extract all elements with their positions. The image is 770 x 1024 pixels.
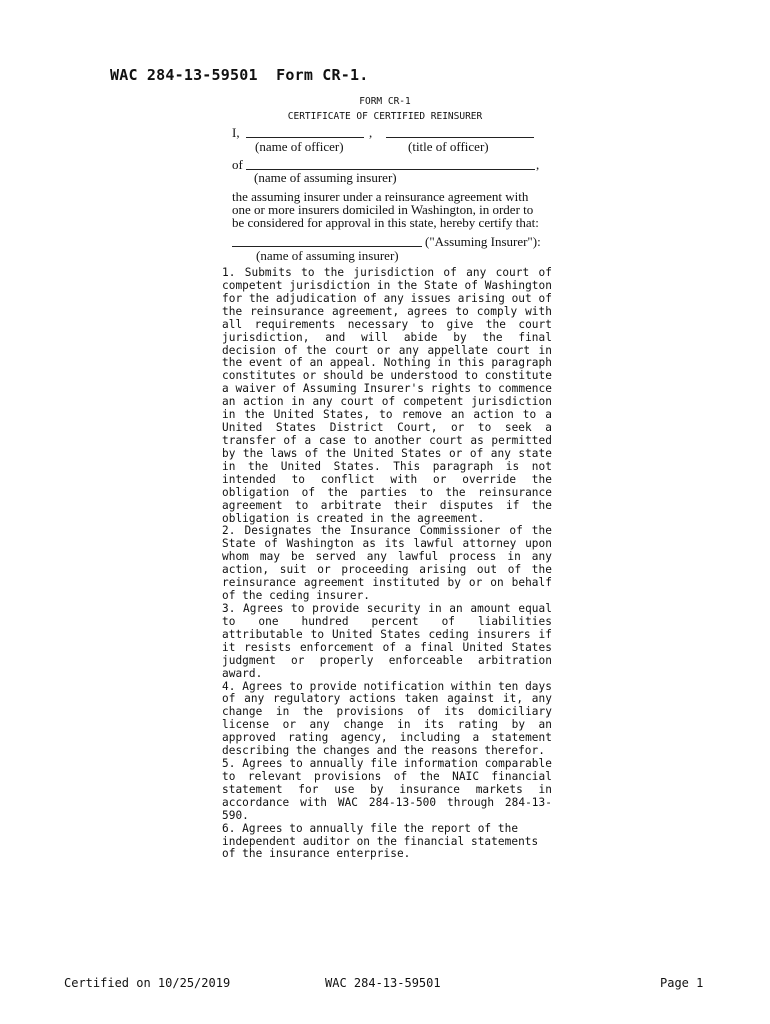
line-of-comma: , [536, 157, 540, 172]
clause-5: 5. Agrees to annually file information comparable to relevant provisions of the NAIC financial statement for use by insurance markets in accordance with WAC 284-13-500 through 284-13-590. [222, 757, 552, 822]
form-title: CERTIFICATE OF CERTIFIED REINSURER [287, 111, 483, 122]
label-name-of-officer: (name of officer) [255, 139, 344, 154]
intro-line-3: be considered for approval in this state, hereby certify that: [232, 215, 539, 230]
clause-6: 6. Agrees to annually file the report of the independent auditor on the financial statements of the insurance enterprise. [222, 821, 539, 861]
line-of-prefix: of [232, 157, 243, 172]
assuming-insurer-suffix: ("Assuming Insurer"): [425, 234, 541, 249]
footer-page-number: Page 1 [660, 976, 704, 990]
label-title-of-officer: (title of officer) [408, 139, 489, 154]
intro-line-2: one or more insurers domiciled in Washington, in order to [232, 202, 534, 217]
clause-4: 4. Agrees to provide notification within ten days of any regulatory actions taken against it, any change in the provisions of its domiciliary license or any change in its rating by an approved rating agency, including a statement describing the changes and the reasons therefor. [222, 679, 552, 758]
footer-citation: WAC 284-13-59501 [325, 976, 441, 990]
page-heading: WAC 284-13-59501 Form CR-1. [110, 66, 369, 84]
certification-clauses [222, 267, 552, 861]
label-name-assuming-insurer-2: (name of assuming insurer) [256, 248, 399, 263]
intro-line-1: the assuming insurer under a reinsurance agreement with [232, 189, 529, 204]
clause-3: 3. Agrees to provide security in an amount equal to one hundred percent of liabilities attributable to United States ceding insurers if it resists enforcement of a final United States judgment or properly enforceable arbitration award. [222, 601, 552, 680]
line-i-comma: , [369, 125, 373, 140]
line-i-prefix: I, [232, 125, 240, 140]
clause-2: 2. Designates the Insurance Commissioner of the State of Washington as its lawful attorney upon whom may be served any lawful process in any action, suit or proceeding arising out of the reinsurance agreement instituted by or on behalf of the ceding insurer. [222, 524, 552, 603]
footer-certified-date: Certified on 10/25/2019 [64, 976, 231, 990]
assuming-insurer-name-blank [232, 246, 422, 247]
officer-title-blank [386, 137, 534, 138]
clause-1: 1. Submits to the jurisdiction of any court of competent jurisdiction in the State of Washington for the adjudication of any issues arising out of the reinsurance agreement, agrees to comply with all requirements necessary to give the court jurisdiction, and will abide by the final decision of the court or any appellate court in the event of an appeal. Nothing in this paragraph constitutes or should be understood to constitute a waiver of Assuming Insurer's rights to commence an action in any court of competent jurisdiction in the United States, to remove an action to a United States District Court, or to seek a transfer of a case to another court as permitted by the laws of the United States or of any state in the United States. This paragraph is not intended to conflict with or override the obligation of the parties to the reinsurance agreement to arbitrate their disputes if the obligation is created in the agreement. [222, 266, 552, 525]
label-name-assuming-insurer: (name of assuming insurer) [254, 170, 397, 185]
officer-name-blank [246, 137, 364, 138]
form-label: FORM CR-1 [359, 96, 411, 107]
